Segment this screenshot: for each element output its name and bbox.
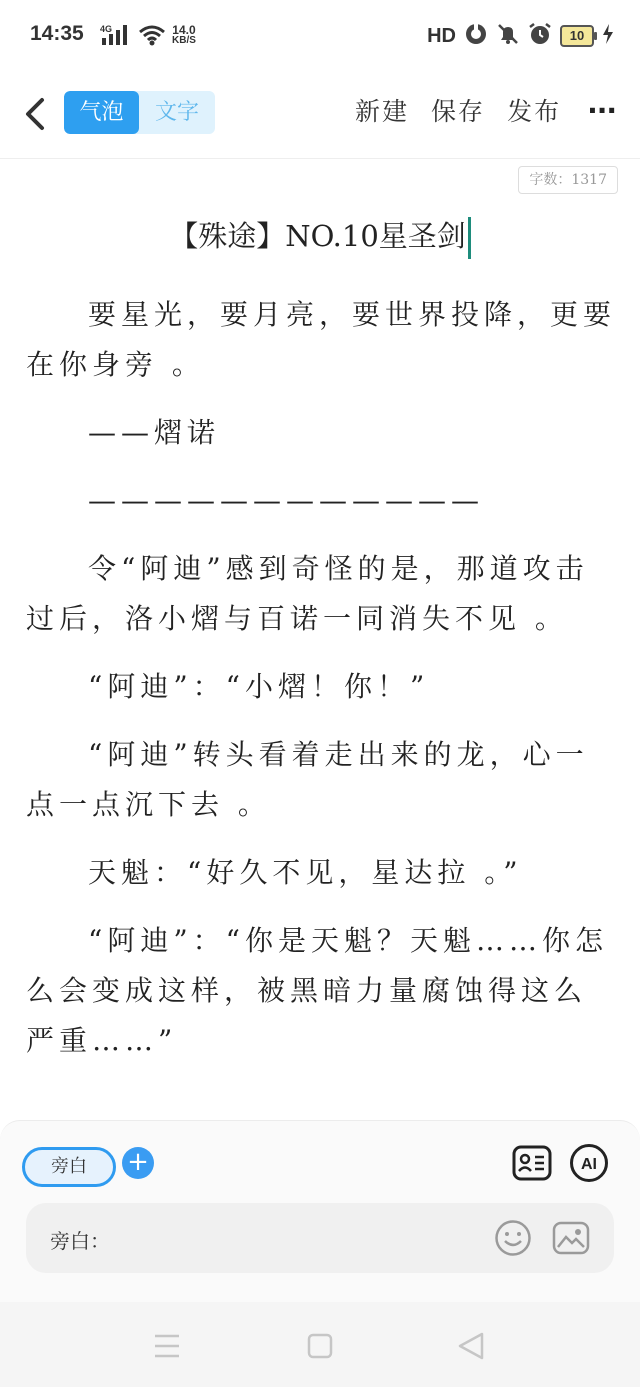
paragraph: “阿迪”：“小熠！你！” [88, 670, 430, 703]
paragraph: “阿迪”：“你是天魁？天魁……你怎么会变成这样，被黑暗力量腐蚀得这么严重……” [26, 924, 608, 1057]
character-card-button[interactable] [512, 1143, 552, 1183]
nav-back-button[interactable] [452, 1326, 492, 1366]
dialogue-input[interactable] [134, 1217, 478, 1259]
ai-button[interactable] [569, 1143, 609, 1183]
cellular-signal-icon [100, 24, 130, 50]
charging-bolt-icon [602, 24, 614, 48]
role-chip-narration[interactable]: 旁白 [22, 1147, 116, 1187]
save-button[interactable]: 保存 [431, 97, 486, 126]
smiley-icon [494, 1219, 532, 1257]
menu-lines-icon [147, 1326, 187, 1366]
battery-indicator: 10 [560, 25, 594, 47]
signal-label: 4G [100, 24, 113, 34]
mode-switch [64, 91, 215, 134]
ai-label: AI [581, 1156, 597, 1173]
recent-apps-button[interactable] [147, 1326, 187, 1366]
more-options-button[interactable]: ··· [587, 93, 616, 127]
dialogue-input-box [26, 1203, 614, 1273]
publish-button[interactable]: 发布 [507, 97, 562, 126]
ai-icon [569, 1143, 609, 1183]
new-button[interactable]: 新建 [355, 97, 410, 126]
home-button[interactable] [300, 1326, 340, 1366]
editor-toolbar [0, 72, 640, 159]
document-body[interactable] [26, 290, 616, 1084]
add-role-button[interactable]: + [122, 1147, 154, 1179]
document-title-text: 【殊途】NO.10星圣剑 [169, 219, 466, 253]
net-speed-value: 14.0 [172, 23, 196, 37]
character-card-icon [512, 1143, 552, 1183]
input-role-label: 旁白： [50, 1229, 110, 1253]
paragraph: 天魁：“好久不见，星达拉 。” [88, 856, 523, 889]
paragraph: 令“阿迪”感到奇怪的是，那道攻击过后，洛小熠与百诺一同消失不见 。 [26, 552, 589, 635]
status-bar [0, 0, 640, 72]
emoji-button[interactable] [494, 1219, 532, 1257]
square-icon [300, 1326, 340, 1366]
word-count-badge: 字数：1317 [518, 166, 618, 194]
text-cursor [468, 217, 471, 259]
image-icon [552, 1219, 590, 1257]
paragraph: “阿迪”转头看着走出来的龙，心一点一点沉下去 。 [26, 738, 589, 821]
wifi-icon [138, 24, 166, 50]
paragraph: ——熠诺 [88, 416, 221, 449]
system-nav-bar [0, 1302, 640, 1387]
composer-panel [0, 1120, 640, 1303]
hd-indicator: HD [427, 24, 456, 47]
mute-bell-icon [496, 22, 520, 50]
chevron-left-icon [18, 94, 54, 134]
paragraph: 要星光，要月亮，要世界投降，更要在你身旁 。 [26, 298, 617, 381]
alarm-clock-icon [528, 22, 552, 50]
paragraph: ———————————— [88, 484, 484, 517]
network-speed [172, 24, 196, 46]
document-title[interactable] [0, 214, 640, 259]
status-time: 14:35 [30, 22, 84, 45]
image-button[interactable] [552, 1219, 590, 1257]
tab-text[interactable]: 文字 [154, 100, 199, 125]
triangle-back-icon [452, 1326, 492, 1366]
net-speed-unit: KB/S [172, 35, 196, 46]
tab-bubble[interactable]: 气泡 [64, 91, 139, 134]
back-button[interactable] [18, 94, 54, 134]
screen-record-icon [464, 22, 488, 50]
